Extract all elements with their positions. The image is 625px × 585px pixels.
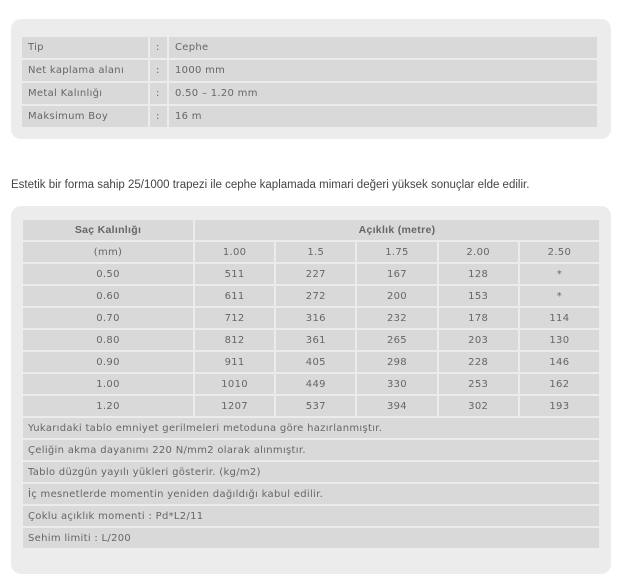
load-value-cell: 812: [195, 330, 274, 350]
note-row: [23, 462, 599, 482]
product-description: Estetik bir forma sahip 25/1000 trapezi ile cephe kaplamada mimari değeri yüksek sonuçlar elde edilir.: [11, 179, 530, 191]
note-text: Tablo düzgün yayılı yükleri gösterir. (kg/m2): [23, 462, 599, 482]
load-value-cell: 330: [357, 374, 436, 394]
load-value-cell: 178: [439, 308, 518, 328]
note-text: Çoklu açıklık momenti : Pd*L2/11: [23, 506, 599, 526]
spec-row: [22, 60, 597, 81]
thickness-cell: 0.90: [23, 352, 193, 372]
load-table-header-row: [23, 220, 599, 240]
spec-label: Maksimum Boy: [22, 106, 150, 127]
span-value: 2.00: [439, 242, 518, 262]
span-value: 2.50: [520, 242, 599, 262]
load-value-cell: 114: [520, 308, 599, 328]
span-header: Açıklık (metre): [195, 220, 599, 240]
load-table: [21, 218, 601, 550]
thickness-cell: 1.00: [23, 374, 193, 394]
note-row: [23, 528, 599, 548]
load-value-cell: 1207: [195, 396, 274, 416]
load-value-cell: 146: [520, 352, 599, 372]
spec-separator: :: [150, 60, 169, 81]
spec-row: [22, 37, 597, 58]
load-value-cell: *: [520, 286, 599, 306]
load-value-cell: 712: [195, 308, 274, 328]
table-row: [23, 308, 599, 328]
note-row: [23, 484, 599, 504]
spec-value: 1000 mm: [169, 60, 597, 81]
load-value-cell: 128: [439, 264, 518, 284]
load-value-cell: 361: [276, 330, 355, 350]
table-row: [23, 352, 599, 372]
spec-panel: [11, 19, 611, 139]
note-row: [23, 506, 599, 526]
spec-value: Cephe: [169, 37, 597, 58]
note-row: [23, 418, 599, 438]
spec-separator: :: [150, 37, 169, 58]
load-value-cell: 537: [276, 396, 355, 416]
load-table-span-row: [23, 242, 599, 262]
spec-label: Net kaplama alanı: [22, 60, 150, 81]
load-value-cell: 253: [439, 374, 518, 394]
spec-table: [22, 35, 597, 129]
unit-label: (mm): [23, 242, 193, 262]
spec-value: 0.50 – 1.20 mm: [169, 83, 597, 104]
span-value: 1.75: [357, 242, 436, 262]
load-value-cell: 511: [195, 264, 274, 284]
load-value-cell: 265: [357, 330, 436, 350]
load-table-panel: [11, 206, 611, 574]
load-value-cell: 162: [520, 374, 599, 394]
load-value-cell: 193: [520, 396, 599, 416]
load-value-cell: 228: [439, 352, 518, 372]
table-row: [23, 330, 599, 350]
note-row: [23, 440, 599, 460]
table-row: [23, 374, 599, 394]
note-text: Sehim limiti : L/200: [23, 528, 599, 548]
note-text: Yukarıdaki tablo emniyet gerilmeleri metoduna göre hazırlanmıştır.: [23, 418, 599, 438]
span-value: 1.5: [276, 242, 355, 262]
load-value-cell: 272: [276, 286, 355, 306]
thickness-header: Saç Kalınlığı: [23, 220, 193, 240]
load-value-cell: 449: [276, 374, 355, 394]
thickness-cell: 0.70: [23, 308, 193, 328]
spec-label: Metal Kalınlığı: [22, 83, 150, 104]
span-value: 1.00: [195, 242, 274, 262]
thickness-cell: 1.20: [23, 396, 193, 416]
spec-row: [22, 83, 597, 104]
table-row: [23, 396, 599, 416]
table-row: [23, 286, 599, 306]
load-value-cell: 130: [520, 330, 599, 350]
spec-separator: :: [150, 83, 169, 104]
load-value-cell: 203: [439, 330, 518, 350]
spec-row: [22, 106, 597, 127]
load-value-cell: 911: [195, 352, 274, 372]
load-value-cell: 153: [439, 286, 518, 306]
load-value-cell: *: [520, 264, 599, 284]
load-value-cell: 167: [357, 264, 436, 284]
table-row: [23, 264, 599, 284]
load-value-cell: 316: [276, 308, 355, 328]
load-value-cell: 200: [357, 286, 436, 306]
load-value-cell: 232: [357, 308, 436, 328]
load-value-cell: 405: [276, 352, 355, 372]
spec-separator: :: [150, 106, 169, 127]
note-text: İç mesnetlerde momentin yeniden dağıldığı kabul edilir.: [23, 484, 599, 504]
note-text: Çeliğin akma dayanımı 220 N/mm2 olarak alınmıştır.: [23, 440, 599, 460]
thickness-cell: 0.50: [23, 264, 193, 284]
thickness-cell: 0.60: [23, 286, 193, 306]
load-value-cell: 611: [195, 286, 274, 306]
spec-value: 16 m: [169, 106, 597, 127]
load-value-cell: 1010: [195, 374, 274, 394]
load-value-cell: 298: [357, 352, 436, 372]
load-value-cell: 302: [439, 396, 518, 416]
spec-label: Tip: [22, 37, 150, 58]
load-value-cell: 394: [357, 396, 436, 416]
thickness-cell: 0.80: [23, 330, 193, 350]
load-value-cell: 227: [276, 264, 355, 284]
